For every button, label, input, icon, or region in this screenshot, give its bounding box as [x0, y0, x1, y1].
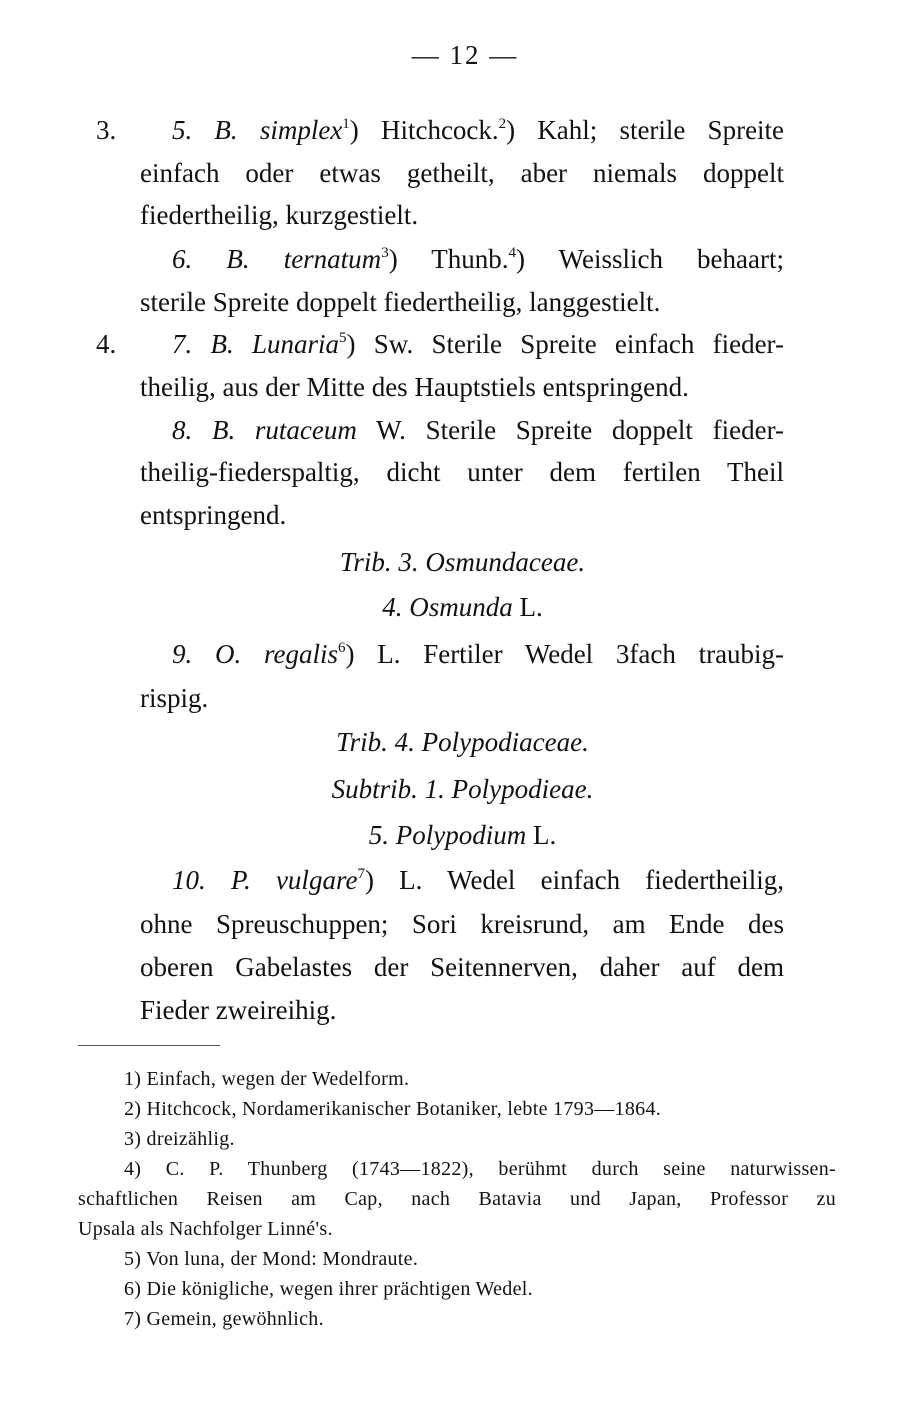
entry-number: 5. [172, 115, 193, 145]
footnote-3: 3) dreizählig. [124, 1128, 235, 1150]
footnote-ref: 6 [337, 640, 346, 656]
author: W. [376, 415, 406, 445]
entry-8-line-1 [172, 413, 784, 447]
genus-heading-osmunda: 4. Osmunda L. [382, 592, 543, 622]
author: L. [377, 639, 401, 669]
genus-abbr: B. [214, 115, 238, 145]
footnote-separator [78, 1045, 220, 1046]
footnote-ref: 2 [498, 116, 507, 132]
footnote-ref: 1 [342, 116, 350, 132]
page-number: — 12 — [411, 40, 519, 70]
footnote-2: 2) Hitchcock, Nordamerikanischer Botaniker, lebte 1793—1864. [124, 1098, 662, 1120]
footnote-7: 7) Gemein, gewöhnlich. [124, 1308, 324, 1330]
genus-abbr: B. [211, 415, 236, 445]
entry-number: 7. [172, 329, 193, 359]
species-name: vulgare [275, 865, 358, 895]
species-name: regalis [263, 639, 338, 669]
entry-5-line-1: 5. B. simplex$^1$) Hitchcock.$^2$) Kahl; sterile Spreite [172, 115, 785, 145]
footnote-4-line-3: Upsala als Nachfolger Linné's. [78, 1218, 333, 1240]
species-name: ternatum [283, 244, 382, 274]
footnote-4-line-2: schaftlichen Reisen am Cap, nach Batavia und Japan, Professor zu [78, 1188, 836, 1210]
author: L. [399, 865, 423, 895]
entry-7-line-1: 7. B. Lunaria$^5$) Sw. Sterile Spreite einfach fieder- [172, 329, 784, 359]
genus-abbr: P. [230, 865, 251, 895]
species-name: rutaceum [254, 415, 357, 445]
entry-number: 9. [172, 639, 193, 669]
footnote-ref: 3 [381, 245, 389, 261]
author: Thunb. [431, 244, 509, 274]
entry-10-line-4: Fieder zweireihig. [140, 995, 337, 1025]
subtribe-heading-polypodieae: Subtrib. 1. Polypodieae. [331, 774, 594, 804]
entry-10-line-2: ohne Spreuschuppen; Sori kreisrund, am Ende des [140, 909, 784, 939]
species-name: Lunaria [251, 329, 339, 359]
tribe-heading-osmundaceae: Trib. 3. Osmundaceae. [339, 547, 586, 577]
entry-8-line-3: entspringend. [140, 500, 287, 530]
entry-6-line-1: 6. B. ternatum$^3$) Thunb.$^4$) Weisslich behaart; [172, 244, 785, 274]
footnote-ref: 7 [357, 866, 365, 882]
entry-10-line-1: 10. P. vulgare$^7$) L. Wedel einfach fiedertheilig, [172, 865, 784, 895]
tribe-heading-polypodiaceae: Trib. 4. Polypodiaceae. [336, 727, 589, 757]
author: Hitchcock. [380, 115, 499, 145]
margin-number-3: 3. [96, 115, 117, 145]
footnote-6: 6) Die königliche, wegen ihrer prächtigen Wedel. [124, 1278, 533, 1300]
entry-5-line-2: einfach oder etwas getheilt, aber niemals doppelt [140, 158, 784, 188]
description: Weisslich behaart; [558, 244, 785, 274]
entry-9-line-1: 9. O. regalis$^6$) L. Fertiler Wedel 3fach traubig- [172, 639, 785, 669]
entry-7-line-2: theilig, aus der Mitte des Hauptstiels entspringend. [140, 372, 689, 402]
entry-number: 6. [172, 244, 193, 274]
species-name: simplex [259, 115, 343, 145]
footnote-5: 5) Von luna, der Mond: Mondraute. [124, 1248, 419, 1270]
description: Wedel einfach fiedertheilig, [447, 865, 784, 895]
footnote-4-line-1: 4) C. P. Thunberg (1743—1822), berühmt durch seine naturwissen- [124, 1158, 836, 1180]
description: Sterile Spreite doppelt fieder- [425, 415, 785, 445]
footnote-ref: 4 [508, 245, 517, 261]
genus-heading-polypodium: 5. Polypodium L. [368, 820, 557, 850]
genus-abbr: B. [210, 329, 234, 359]
entry-number: 8. [172, 415, 193, 445]
description: Fertiler Wedel 3fach traubig- [423, 639, 785, 669]
margin-number-4: 4. [96, 329, 117, 359]
genus-abbr: B. [226, 244, 250, 274]
footnote-ref: 5 [339, 330, 347, 346]
footnote-1: 1) Einfach, wegen der Wedelform. [124, 1068, 410, 1090]
genus-abbr: O. [214, 639, 242, 669]
entry-9-line-2: rispig. [140, 683, 209, 713]
entry-8-line-2: theilig-fiederspaltig, dicht unter dem fertilen Theil [140, 457, 784, 487]
author: Sw. [373, 329, 414, 359]
entry-10-line-3: oberen Gabelastes der Seitennerven, daher auf dem [140, 952, 784, 982]
entry-number: 10. [172, 865, 206, 895]
description: Kahl; sterile Spreite [537, 115, 785, 145]
entry-6-line-2: sterile Spreite doppelt fiedertheilig, langgestielt. [140, 287, 661, 317]
description: Sterile Spreite einfach fieder- [431, 329, 784, 359]
entry-5-line-3: fiedertheilig, kurzgestielt. [140, 200, 419, 230]
